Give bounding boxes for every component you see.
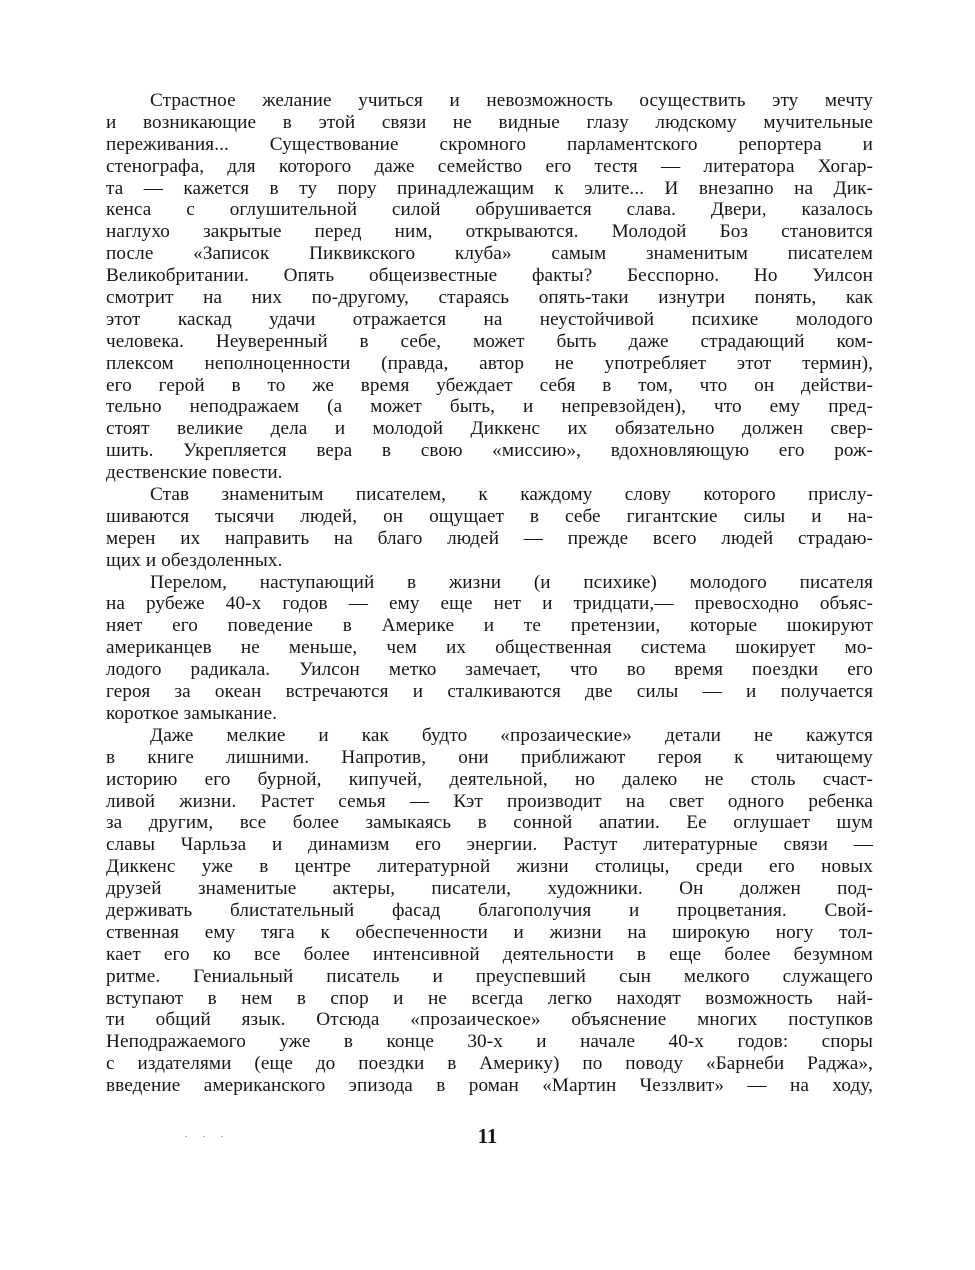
text-line: американцев не меньше, чем их общественная система шокирует мо- (106, 637, 873, 659)
text-line: его герой в то же время убеждает себя в том, что он действи- (106, 374, 873, 396)
text-line: кает его ко все более интенсивной деятельности в еще более безумном (106, 943, 873, 965)
text-line: ти общий язык. Отсюда «прозаическое» объяснение многих поступков (106, 1009, 873, 1031)
text-line: шиваются тысячи людей, он ощущает в себе гигантские силы и на- (106, 505, 873, 527)
text-line: щих и обездоленных. (106, 549, 283, 571)
page-number: 11 (477, 1124, 498, 1148)
text-line: шить. Укрепляется вера в свою «миссию», вдохновляющую его рож- (106, 440, 873, 462)
text-line: вступают в нем в спор и не всегда легко находят возможность най- (106, 987, 873, 1009)
text-line: наглухо закрытые перед ним, открываются. Молодой Боз становится (106, 221, 873, 243)
text-line: Став знаменитым писателем, к каждому слову которого прислу- (150, 484, 873, 506)
text-line: после «Записок Пиквикского клуба» самым знаменитым писателем (106, 243, 873, 265)
text-line: введение американского эпизода в роман «Мартин Чеззлвит» — на ходу, (106, 1075, 873, 1097)
text-line: Перелом, наступающий в жизни (и психике) молодого писателя (150, 571, 873, 593)
text-line: тельно неподражаем (а может быть, и непревзойден), что ему пред- (106, 396, 873, 418)
text-line: кенса с оглушительной силой обрушивается слава. Двери, казалось (106, 199, 873, 221)
text-line: Неподражаемого уже в конце 30-х и начале 40-х годов: споры (106, 1031, 873, 1053)
text-line: Диккенс уже в центре литературной жизни столицы, среди его новых (106, 856, 873, 878)
text-line: смотрит на них по-другому, стараясь опять-таки изнутри понять, как (106, 287, 873, 309)
text-line: и возникающие в этой связи не видные глазу людскому мучительные (106, 111, 873, 133)
text-line: этот каскад удачи отражается на неустойчивой психике молодого (106, 308, 873, 330)
text-line: лодого радикала. Уилсон метко замечает, что во время поездки его (106, 659, 873, 681)
paragraph (106, 725, 873, 1097)
text-line: няет его поведение в Америке и те претензии, которые шокируют (106, 615, 873, 637)
text-line: мерен их направить на благо людей — прежде всего людей страдаю- (106, 527, 873, 549)
text-line: Страстное желание учиться и невозможность осуществить эту мечту (150, 90, 873, 111)
text-line: плексом неполноценности (правда, автор не употребляет этот термин), (106, 352, 873, 374)
text-line: ственная ему тяга к обеспеченности и жизни на широкую ногу тол- (106, 921, 873, 943)
text-line: на рубеже 40-х годов — ему еще нет и тридцати,— превосходно объяс- (106, 593, 873, 615)
text-line: за другим, все более замыкаясь в сонной апатии. Ее оглушает шум (106, 812, 873, 834)
text-line: стенографа, для которого даже семейство его тестя — литератора Хогар- (106, 155, 873, 177)
text-line: друзей знаменитые актеры, писатели, художники. Он должен под- (106, 878, 873, 900)
text-line: короткое замыкание. (106, 702, 278, 724)
text-line: переживания... Существование скромного парламентского репортера и (106, 133, 873, 155)
text-line: человека. Неуверенный в себе, может быть даже страдающий ком- (106, 330, 873, 352)
text-line: Великобритании. Опять общеизвестные факты? Бесспорно. Но Уилсон (106, 265, 873, 287)
text-line: ритме. Гениальный писатель и преуспевший сын мелкого служащего (106, 965, 873, 987)
text-line: историю его бурной, кипучей, деятельной, но далеко не столь счаст- (106, 768, 873, 790)
text-line: славы Чарльза и динамизм его энергии. Растут литературные связи — (106, 834, 873, 856)
text-line: та — кажется в ту пору принадлежащим к элите... И внезапно на Дик- (106, 177, 873, 199)
text-line: Даже мелкие и как будто «прозаические» детали не кажутся (150, 724, 873, 746)
text-line: героя за океан встречаются и сталкиваются две силы — и получается (106, 681, 873, 703)
text-line: стоят великие дела и молодой Диккенс их обязательно должен свер- (106, 418, 873, 440)
paragraph (106, 484, 873, 572)
text-line: в книге лишними. Напротив, они приближают героя к читающему (106, 746, 873, 768)
text-line: ливой жизни. Растет семья — Кэт производит на свет одного ребенка (106, 790, 873, 812)
paragraph (106, 90, 873, 484)
text-line: держивать блистательный фасад благополучия и процветания. Свой- (106, 899, 873, 921)
text-line: дественские повести. (106, 462, 283, 484)
paragraph (106, 572, 873, 725)
text-line: с издателями (еще до поездки в Америку) по поводу «Барнеби Раджа», (106, 1053, 873, 1075)
text-body (106, 90, 873, 1097)
